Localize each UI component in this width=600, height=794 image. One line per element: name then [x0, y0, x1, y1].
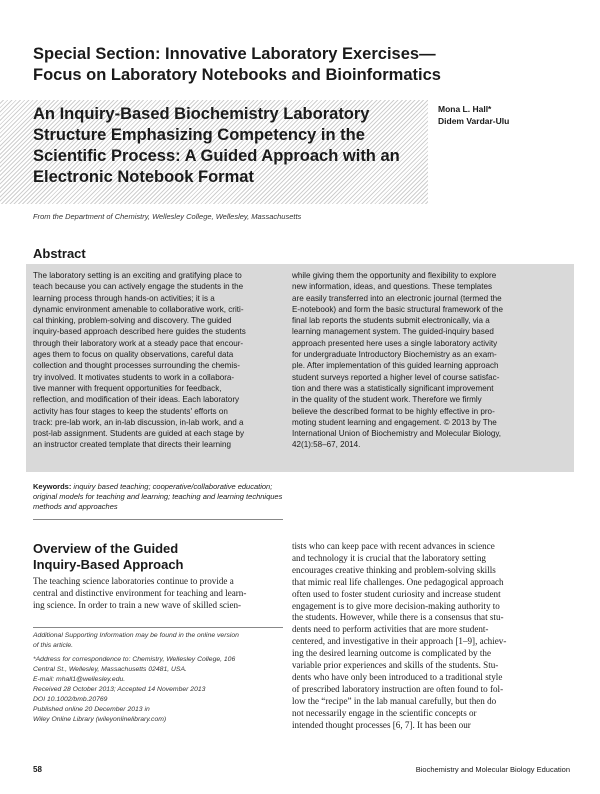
note-line: Received 28 October 2013; Accepted 14 November 2013	[33, 686, 206, 693]
abstract-heading: Abstract	[33, 246, 86, 261]
section-heading-line: Focus on Laboratory Notebooks and Bioinformatics	[33, 66, 441, 84]
text-line: new information, ideas, and questions. These templates	[292, 282, 493, 292]
author-name: Mona L. Hall*	[438, 104, 492, 114]
affiliation: From the Department of Chemistry, Wellesley College, Wellesley, Massachusetts	[33, 212, 302, 221]
text-line: student surveys reported a higher level of course satisfac-	[292, 372, 500, 382]
text-line: ple. After implementation of this guided learning approach	[292, 361, 499, 371]
keywords-text: inquiry based teaching; cooperative/collaborative education; original models for teaching and learning; teaching and learning techniques methods and approaches	[33, 482, 283, 511]
keywords-label: Keywords:	[33, 482, 72, 491]
text-line: approach presented here uses a single laboratory activity	[292, 338, 498, 348]
note-line: of this article.	[33, 642, 74, 649]
abstract-right-column	[292, 270, 541, 451]
text-line: learning management system. The guided-inquiry based	[292, 327, 494, 337]
journal-name: Biochemistry and Molecular Biology Education	[415, 765, 570, 774]
text-line: variable prior experiences and skills of the students. Stu-	[292, 660, 499, 671]
note-line: DOI 10.1002/bmb.20769	[33, 696, 108, 703]
overview-left-text	[33, 576, 295, 612]
text-line: an instructor created template that directs their learning	[33, 440, 231, 450]
text-line: cal thinking, problem-solving and discovery. The guided	[33, 316, 232, 326]
text-line: ages them to focus on quality observations, careful data	[33, 350, 234, 360]
title-line: Scientific Process: A Guided Approach with an	[33, 147, 400, 165]
text-line: tists who can keep pace with recent advances in science	[292, 541, 495, 551]
text-line: final lab reports the students submit electronically, via a	[292, 316, 490, 326]
text-line: believe the described format to be highly effective in pro-	[292, 406, 495, 416]
author-list	[438, 103, 509, 127]
keywords-divider	[33, 519, 283, 520]
text-line: often used to foster student curiosity and increase student	[292, 588, 501, 599]
footnote-divider	[33, 627, 283, 628]
text-line: inquiry-based approach described here guides the students	[33, 327, 246, 337]
text-line: try involved. It motivates students to work in a collabora-	[33, 372, 235, 382]
author-name: Didem Vardar-Ulu	[438, 116, 510, 126]
text-line: 42(1):58–67, 2014.	[292, 440, 361, 450]
text-line: tive manner with frequent opportunities for feedback,	[33, 383, 222, 393]
text-line: encourages creative thinking and problem-solving skills	[292, 564, 496, 575]
overview-heading-line: Inquiry-Based Approach	[33, 557, 184, 572]
text-line: reflection, and modification of their ideas. Each laboratory	[33, 395, 240, 405]
note-line: *Address for correspondence to: Chemistry, Wellesley College, 106	[33, 656, 236, 663]
text-line: the students. However, while there is a consensus that stu-	[292, 612, 504, 623]
note-line: Additional Supporting Information may be found in the online version	[33, 632, 239, 639]
text-line: post-lab assignment. Students are guided at each stage by	[33, 429, 245, 439]
text-line: ing science. In order to train a new wave of skilled scien-	[33, 599, 242, 610]
text-line: low the “recipe” in the lab manual carefully, but then do	[292, 695, 497, 706]
title-line: Structure Emphasizing Competency in the	[33, 126, 365, 144]
text-line: The laboratory setting is an exciting and gratifying place to	[33, 271, 242, 280]
text-line: in the quality of the student work. Therefore we firmly	[292, 395, 482, 405]
text-line: dents who have only been introduced to a traditional style	[292, 671, 503, 682]
page-number: 58	[33, 765, 42, 774]
article-notes	[33, 631, 295, 725]
note-line: Published online 20 December 2013 in	[33, 706, 150, 713]
section-heading-line: Special Section: Innovative Laboratory Exercises—	[33, 45, 436, 63]
text-line: track: pre-lab work, an in-lab discussion, in-lab work, and a	[33, 417, 244, 427]
text-line: central and distinctive environment for teaching and learn-	[33, 587, 247, 598]
text-line: collection and thought processes surrounding the chemis-	[33, 361, 240, 371]
text-line: learning process through hands-on activities; it is a	[33, 293, 215, 303]
text-line: E-notebook) and form the basic structural framework of the	[292, 304, 503, 314]
text-line: dents need to perform activities that are more student-	[292, 624, 489, 635]
overview-heading-line: Overview of the Guided	[33, 541, 179, 556]
text-line: for undergraduate Introductory Biochemistry as an exam-	[292, 350, 497, 360]
text-line: The teaching science laboratories continue to provide a	[33, 576, 234, 586]
text-line: are easily transferred into an electronic journal (termed the	[292, 293, 502, 303]
text-line: tion and there was a statistically significant improvement	[292, 383, 494, 393]
title-line: Electronic Notebook Format	[33, 168, 254, 186]
text-line: moting student learning and engagement. © 2013 by The	[292, 417, 497, 427]
text-line: while giving them the opportunity and flexibility to explore	[292, 271, 497, 280]
text-line: International Union of Biochemistry and Molecular Biology,	[292, 429, 502, 439]
text-line: ing the desired learning outcome is complicated by the	[292, 648, 491, 659]
text-line: centered, and investigative in their approach [1–9], achiev-	[292, 636, 507, 647]
text-line: dynamic environment amenable to collaborative work, criti-	[33, 304, 244, 314]
keywords	[33, 482, 283, 512]
abstract-left-column	[33, 270, 282, 451]
title-line: An Inquiry-Based Biochemistry Laboratory	[33, 105, 370, 123]
body-right-text	[292, 541, 574, 732]
note-line: Wiley Online Library (wileyonlinelibrary.com)	[33, 716, 167, 723]
overview-heading	[33, 541, 183, 573]
text-line: intended thought processes [6, 7]. It has been our	[292, 719, 471, 730]
text-line: not necessarily engage in the scientific concepts or	[292, 707, 477, 718]
article-title	[33, 104, 433, 188]
section-heading	[33, 44, 573, 86]
text-line: activity has four stages to keep the students' efforts on	[33, 406, 228, 416]
note-line: Central St., Wellesley, Massachusetts 02481, USA.	[33, 666, 187, 673]
text-line: teach because you can actively engage the students in the	[33, 282, 244, 292]
note-line: E-mail: mhall1@wellesley.edu.	[33, 676, 126, 683]
text-line: through their laboratory work at a steady pace that encour-	[33, 338, 244, 348]
text-line: that mimic real life challenges. One pedagogical approach	[292, 576, 504, 587]
text-line: engagement is to give more decision-making authority to	[292, 600, 500, 611]
text-line: of prescribed laboratory instruction are often found to fol-	[292, 683, 504, 694]
text-line: and technology it is crucial that the laboratory setting	[292, 552, 486, 563]
